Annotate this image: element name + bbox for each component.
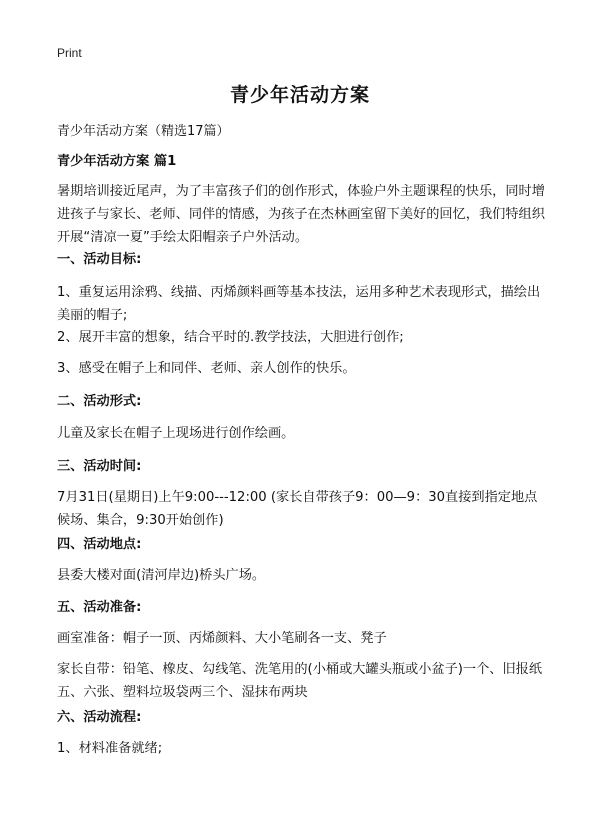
- section-title: 青少年活动方案 篇1: [57, 154, 177, 169]
- form-heading: 二、活动形式:: [57, 394, 142, 409]
- place-heading: 四、活动地点:: [57, 537, 142, 552]
- prep-heading: 五、活动准备:: [57, 600, 142, 615]
- prep-studio-text: 画室准备：帽子一顶、丙烯颜料、大小笔刷各一支、凳子: [57, 631, 387, 646]
- time-text: 7月31日(星期日)上午9:00---12:00 (家长自带孩子9：00—9：30直接到指定地点候场、集合，9:30开始创作): [57, 490, 538, 528]
- time-heading: 三、活动时间:: [57, 459, 142, 474]
- intro-paragraph: 暑期培训接近尾声，为了丰富孩子们的创作形式，体验户外主题课程的快乐，同时增进孩子与家长、老师、同伴的情感，为孩子在杰林画室留下美好的回忆，我们特组织开展“清凉一夏”手绘太阳帽亲子户外活动。: [57, 184, 545, 245]
- prep-parent-text: 家长自带：铅笔、橡皮、勾线笔、洗笔用的(小桶或大罐头瓶或小盆子)一个、旧报纸五、六张、塑料垃圾袋两三个、湿抹布两块: [57, 662, 543, 700]
- place-text: 县委大楼对面(清河岸边)桥头广场。: [57, 568, 266, 583]
- goal-item-2: 2、展开丰富的想象，结合平时的.教学技法，大胆进行创作;: [57, 330, 404, 345]
- form-text: 儿童及家长在帽子上现场进行创作绘画。: [57, 426, 295, 441]
- goals-heading: 一、活动目标:: [57, 252, 142, 267]
- print-label: Print: [57, 46, 82, 60]
- flow-heading: 六、活动流程:: [57, 710, 142, 725]
- document-subtitle: 青少年活动方案（精选17篇）: [57, 124, 230, 139]
- document-title: 青少年活动方案: [229, 84, 370, 106]
- goal-item-1: 1、重复运用涂鸦、线描、丙烯颜料画等基本技法，运用多种艺术表现形式，描绘出美丽的帽子;: [57, 285, 541, 323]
- goal-item-3: 3、感受在帽子上和同伴、老师、亲人创作的快乐。: [57, 361, 356, 376]
- flow-item-1: 1、材料准备就绪;: [57, 741, 163, 756]
